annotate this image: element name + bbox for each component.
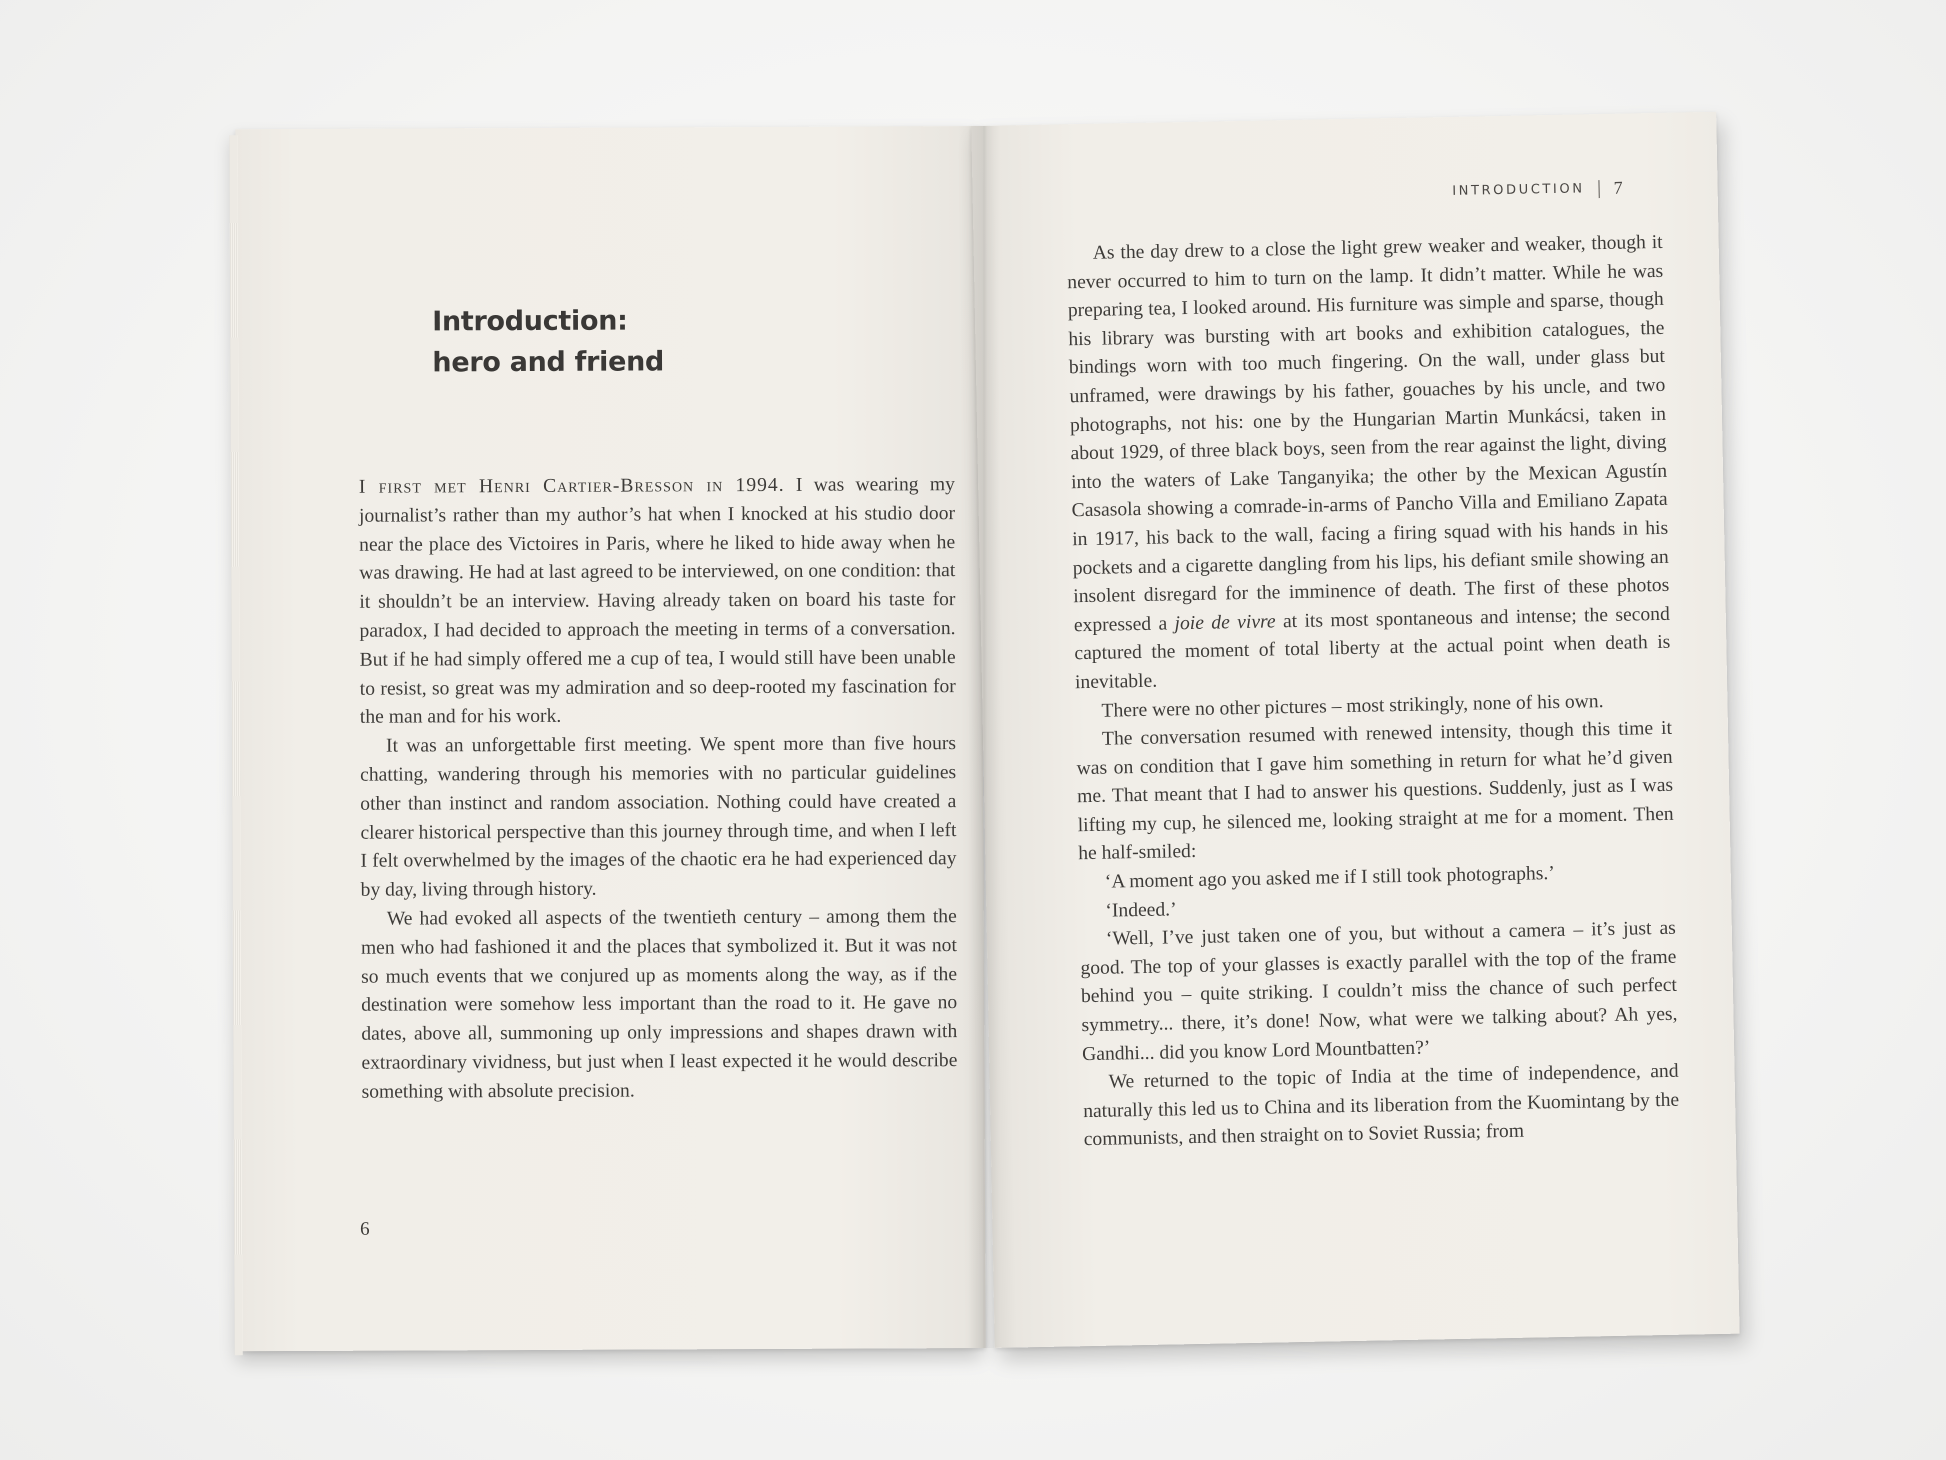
paragraph: There were no other pictures – most strikingly, none of his own.	[1101, 690, 1604, 722]
left-body-text	[359, 471, 958, 1107]
italic-phrase: joie de vivre	[1174, 611, 1276, 635]
page-block-edge	[229, 135, 242, 1355]
open-book	[238, 126, 1728, 1348]
paragraph: We had evoked all aspects of the twentieth century – among them the men who had fashioned it and the places that symbolized it. But it was not so much events that we conjured up as moments along the way, as if the destination were somehow less important than the road to it. He gave no dates, above all, summoning up only impressions and shapes drawn with extraordinary vividness, but just when I least expected it he would describe something with absolute precision.	[360, 906, 958, 1103]
paragraph: ‘Well, I’ve just taken one of you, but without a camera – it’s just as good. The top of your glasses is exactly parallel with the top of the frame behind you – quite striking. I couldn’t miss the chance of such perfect symmetry... there, it’s done! Now, what were we talking about? Ah yes, Gandhi... did you know Lord Mountbatten?’	[1080, 917, 1678, 1065]
paragraph	[1066, 229, 1671, 698]
running-head	[1452, 178, 1623, 202]
left-page	[235, 126, 985, 1351]
right-body-text	[1066, 229, 1679, 1155]
paragraph: It was an unforgettable first meeting. We spent more than five hours chatting, wandering through his memories with no particular guidelines other than instinct and random association. Nothing could have created a clearer historical perspective than this journey through time, and when I left I felt overwhelmed by the images of the chaotic era he had experienced day by day, living through history.	[360, 733, 957, 901]
paragraph-text: I was wearing my journalist’s rather than my author’s hat when I knocked at his studio door near the place des Victoires in Paris, where he liked to hide away when he was drawing. He had at last agreed to be interviewed, on one condition: that it shouldn’t be an interview. Having already taken on board his taste for paradox, I had decided to approach the meeting in terms of a conversation. But if he had simply offered me a cup of tea, I would still have been unable to resist, so great was my admiration and so deep-rooted my fascination for the man and for his work.	[358, 474, 956, 729]
chapter-title-line-1: Introduction:	[432, 305, 628, 338]
page-number: 6	[360, 1218, 370, 1240]
paragraph-text: at its most spontaneous and intense; the second captured the moment of total liberty at the actual point when death is inevitable.	[1074, 603, 1671, 694]
opening-small-caps: I first met Henri Cartier-Bresson in 1994.	[358, 474, 785, 498]
paragraph-text: As the day drew to a close the light grew weaker and weaker, though it never occurred to him to turn on the lamp. It didn’t matter. While he was preparing tea, I looked around. His furniture was simple and sparse, though his library was bursting with art books and exhibition catalogues, the bindings worn with too much fingering. On the wall, under glass but unframed, were drawings by his father, gouaches by his uncle, and two photographs, not his: one by the Hungarian Martin Munkácsi, taken in about 1929, of three black boys, seen from the rear against the light, diving into the waters of Lake Tanganyika; the other by the Mexican Agustín Casasola showing a comrade-in-arms of Pancho Villa and Emiliano Zapata in 1917, his back to the wall, facing a firing squad with his hands in his pockets and a cigarette dangling from his lips, his defiant smile showing an insolent disregard for the imminence of death. The first of these photos expressed a	[1067, 231, 1670, 636]
paragraph	[359, 471, 956, 733]
paragraph: We returned to the topic of India at the time of independence, and naturally this led us to China and its liberation from the Kuomintang by the communists, and then straight on to Soviet Russia; from	[1083, 1060, 1680, 1151]
chapter-title	[432, 300, 664, 383]
right-page	[971, 112, 1739, 1348]
paragraph: The conversation resumed with renewed intensity, though this time it was on condition that I gave him something in return for what he’d given me. That meant that I had to answer his questions. Suddenly, just as I was lifting my cup, he silenced me, looking straight at me for a moment. Then he half-smiled:	[1076, 717, 1674, 865]
chapter-title-line-2: hero and friend	[432, 346, 665, 379]
page-number: 7	[1613, 177, 1623, 198]
paragraph: ‘Indeed.’	[1105, 898, 1177, 922]
running-head-divider	[1598, 180, 1599, 198]
paragraph: ‘A moment ago you asked me if I still took photographs.’	[1104, 863, 1555, 893]
running-head-title: INTRODUCTION	[1452, 181, 1585, 199]
